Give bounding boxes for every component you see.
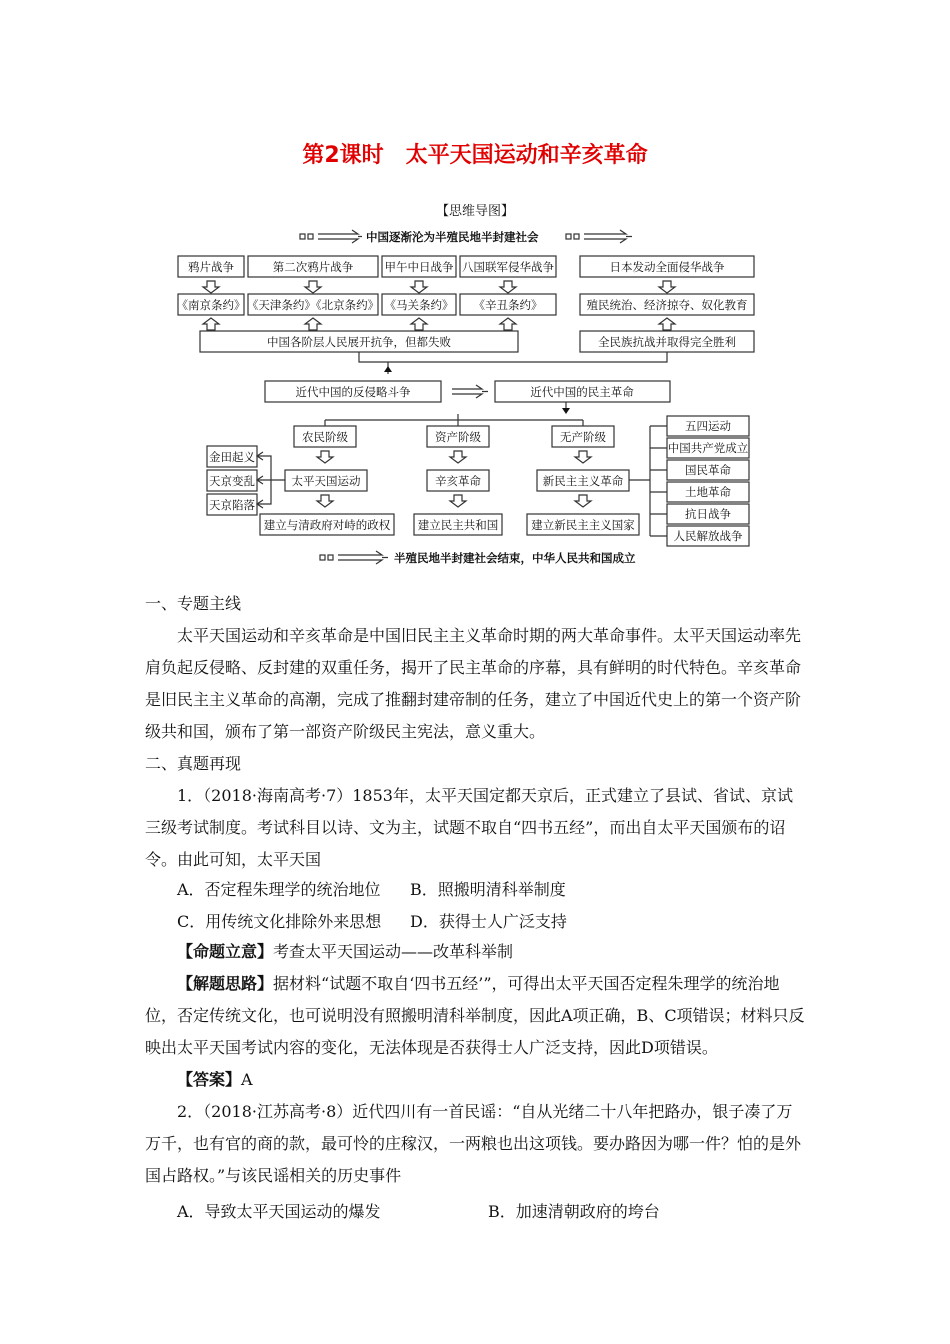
top-banner-text: 中国逐渐沦为半殖民地半封建社会 — [366, 230, 539, 244]
revolution-label: 太平天国运动 — [291, 474, 361, 488]
question-2-stem: 2．（2018·江苏高考·8）近代四川有一首民谣：“自从光绪二十八年把路办，银子凑了万万千，也有官的商的款，最可怜的庄稼汉，一两粮也出这项钱。要办路因为哪一件？怕的是外国占路权。”与该民谣相关的历史事件 — [145, 1102, 802, 1185]
war-label: 第二次鸦片战争 — [272, 260, 354, 274]
anti-aggression-label: 近代中国的反侵略斗争 — [295, 385, 411, 399]
section-1-body: 太平天国运动和辛亥革命是中国旧民主主义革命时期的两大革命事件。太平天国运动率先肩负起反侵略、反封建的双重任务，揭开了民主革命的序幕，具有鲜明的时代特色。辛亥革命是旧民主主义革命的高潮，完成了推翻封建帝制的任务，建立了中国近代史上的第一个资产阶级共和国，颁布了第一部资产阶级民主宪法，意义重大。 — [145, 626, 802, 741]
result-label: 建立民主共和国 — [417, 518, 499, 532]
q2-option-b: B．加速清朝政府的垮台 — [488, 1202, 660, 1221]
q1-intent: 【命题立意】考查太平天国运动——改革科举制 — [177, 942, 514, 961]
top-banner-arrow-left — [300, 230, 362, 243]
taiping-event: 天京陷落 — [209, 498, 255, 512]
taiping-event: 天京变乱 — [209, 474, 255, 488]
top-banner-arrow-right — [566, 230, 632, 243]
q1-option-c: C．用传统文化排除外来思想 — [177, 912, 382, 931]
q1-option-a: A．否定程朱理学的统治地位 — [177, 880, 381, 899]
result-label: 建立新民主主义国家 — [531, 518, 635, 532]
section-2-title: 二、真题再现 — [145, 754, 242, 773]
treaty-label: 《天津条约》《北京条约》 — [246, 298, 380, 312]
class-label: 资产阶级 — [435, 430, 481, 444]
bottom-banner-text: 半殖民地半封建社会结束，中华人民共和国成立 — [394, 551, 636, 565]
question-1-stem: 1．（2018·海南高考·7）1853年，太平天国定都天京后，正式建立了县试、省试、京试三级考试制度。考试科目以诗、文为主，试题不取自“四书五经”，而出自太平天国颁布的诏令。由此可知，太平天国 — [145, 786, 793, 869]
treaty-label: 《南京条约》 — [176, 298, 246, 312]
treaty-label: 《马关条约》 — [384, 298, 454, 312]
mind-map-diagram — [0, 0, 950, 600]
war-label: 八国联军侵华战争 — [462, 260, 554, 274]
revolution-label: 新民主主义革命 — [542, 474, 624, 488]
page-title: 第2课时 太平天国运动和辛亥革命 — [302, 143, 648, 168]
treaty-label: 《辛丑条约》 — [473, 298, 543, 312]
democratic-rev-label: 近代中国的民主革命 — [530, 385, 634, 399]
q1-option-d: D．获得士人广泛支持 — [410, 912, 567, 931]
new-dem-item: 国民革命 — [685, 463, 731, 477]
up-arrows — [203, 318, 675, 330]
resist-fail-label: 中国各阶层人民展开抗争，但都失败 — [267, 335, 451, 349]
class-label: 无产阶级 — [560, 430, 606, 444]
down-arrows — [203, 281, 675, 293]
treaty-label: 殖民统治、经济掠夺、奴化教育 — [586, 298, 748, 312]
q1-option-b: B．照搬明清科举制度 — [410, 880, 566, 899]
section-1-title: 一、专题主线 — [145, 594, 242, 613]
revolution-label: 辛亥革命 — [435, 474, 481, 488]
new-dem-item: 人民解放战争 — [673, 529, 743, 543]
war-label: 甲午中日战争 — [384, 260, 454, 274]
new-dem-item: 中国共产党成立 — [667, 441, 749, 455]
q2-option-a: A．导致太平天国运动的爆发 — [177, 1202, 381, 1221]
new-dem-item: 土地革命 — [685, 485, 731, 499]
bottom-banner-arrow — [320, 551, 388, 564]
q1-analysis: 【解题思路】据材料“试题不取自‘四书五经’”，可得出太平天国否定程朱理学的统治地位，否定传统文化，也可说明没有照搬明清科举制度，因此A项正确，B、C项错误；材料只反映出太平天国考试内容的变化，无法体现是否获得士人广泛支持，因此D项错误。 — [145, 974, 805, 1057]
class-label: 农民阶级 — [302, 430, 348, 444]
new-dem-item: 五四运动 — [685, 419, 731, 433]
new-dem-item: 抗日战争 — [685, 507, 731, 521]
result-label: 建立与清政府对峙的政权 — [263, 518, 391, 532]
resist-win-label: 全民族抗战并取得完全胜利 — [598, 335, 736, 349]
taiping-event: 金田起义 — [209, 450, 255, 464]
q1-answer: 【答案】A — [177, 1070, 253, 1089]
war-label: 鸦片战争 — [188, 260, 234, 274]
war-label: 日本发动全面侵华战争 — [609, 260, 725, 274]
mindmap-heading: 【思维导图】 — [435, 204, 515, 219]
